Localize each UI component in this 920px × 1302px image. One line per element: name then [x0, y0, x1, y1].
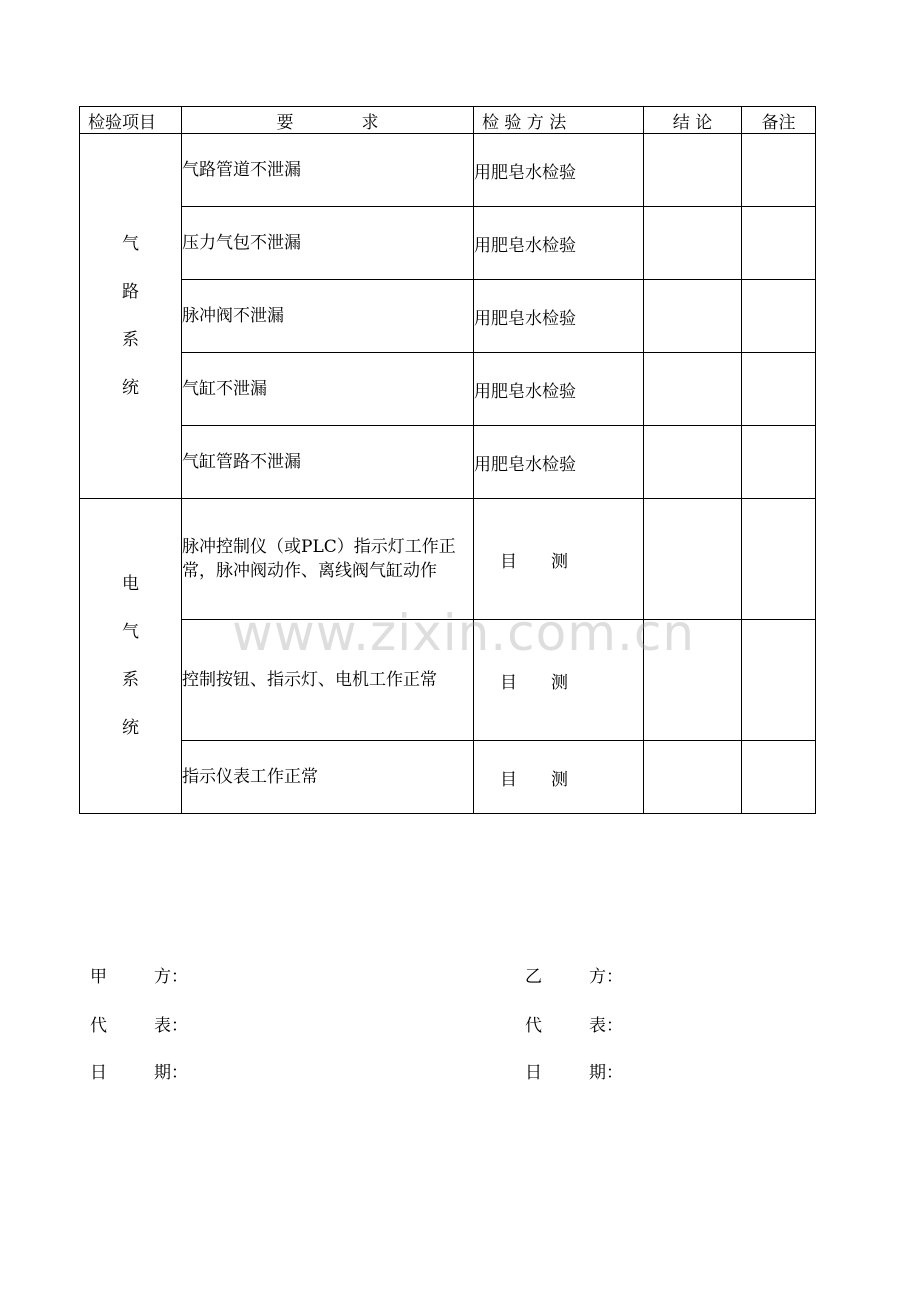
- group-label-electrical-system: [80, 499, 182, 814]
- inspection-table: [79, 106, 816, 814]
- requirement-cell: 压力气包不泄漏: [182, 207, 474, 280]
- party-a-key: 甲: [90, 967, 107, 987]
- remark-cell[interactable]: [742, 207, 816, 280]
- remark-cell[interactable]: [742, 499, 816, 620]
- conclusion-cell[interactable]: [644, 499, 742, 620]
- table-row: [80, 280, 816, 353]
- group-label-char: 统: [122, 718, 139, 738]
- party-b-label: 方：: [589, 967, 623, 987]
- header-conclusion: 结 论: [644, 107, 742, 134]
- remark-cell[interactable]: [742, 134, 816, 207]
- group-label-air-system: [80, 134, 182, 499]
- conclusion-cell[interactable]: [644, 741, 742, 814]
- group-label-char: 路: [122, 282, 139, 302]
- party-b-date-label: 期：: [589, 1063, 623, 1083]
- remark-cell[interactable]: [742, 353, 816, 426]
- party-b-date-key: 日: [525, 1063, 542, 1083]
- table-row: [80, 499, 816, 620]
- method-cell: 用肥皂水检验: [474, 426, 644, 499]
- requirement-cell: 气缸管路不泄漏: [182, 426, 474, 499]
- party-a-rep-key: 代: [90, 1016, 107, 1036]
- group-label-char: 气: [122, 234, 139, 254]
- method-cell: 用肥皂水检验: [474, 353, 644, 426]
- remark-cell[interactable]: [742, 620, 816, 741]
- table-row: [80, 741, 816, 814]
- remark-cell[interactable]: [742, 426, 816, 499]
- header-item: 检验项目: [80, 107, 182, 134]
- method-cell: 用肥皂水检验: [474, 134, 644, 207]
- requirement-cell: 指示仪表工作正常: [182, 741, 474, 814]
- header-requirement: 要 求: [182, 107, 474, 134]
- conclusion-cell[interactable]: [644, 426, 742, 499]
- party-a-date-label: 期：: [154, 1063, 188, 1083]
- remark-cell[interactable]: [742, 280, 816, 353]
- party-b-rep-key: 代: [525, 1016, 542, 1036]
- requirement-cell: 脉冲阀不泄漏: [182, 280, 474, 353]
- table-row: [80, 207, 816, 280]
- header-remark: 备注: [742, 107, 816, 134]
- group-label-char: 系: [122, 670, 139, 690]
- group-label-char: 电: [122, 574, 139, 594]
- requirement-cell: 脉冲控制仪（或PLC）指示灯工作正常，脉冲阀动作、离线阀气缸动作: [182, 499, 474, 620]
- conclusion-cell[interactable]: [644, 134, 742, 207]
- method-cell: 用肥皂水检验: [474, 280, 644, 353]
- header-method: 检 验 方 法: [474, 107, 644, 134]
- method-cell: 目 测: [474, 620, 644, 741]
- requirement-cell: 气缸不泄漏: [182, 353, 474, 426]
- method-cell: 目 测: [474, 499, 644, 620]
- party-b-key: 乙: [525, 967, 542, 987]
- method-cell: 用肥皂水检验: [474, 207, 644, 280]
- table-row: [80, 426, 816, 499]
- requirement-cell: 控制按钮、指示灯、电机工作正常: [182, 620, 474, 741]
- conclusion-cell[interactable]: [644, 207, 742, 280]
- table-row: [80, 353, 816, 426]
- group-label-char: 气: [122, 622, 139, 642]
- group-label-char: 统: [122, 378, 139, 398]
- requirement-cell: 气路管道不泄漏: [182, 134, 474, 207]
- party-a-label: 方：: [154, 967, 188, 987]
- party-a-rep-label: 表：: [154, 1016, 188, 1036]
- table-header-row: [80, 107, 816, 134]
- party-b-rep-label: 表：: [589, 1016, 623, 1036]
- group-label-char: 系: [122, 330, 139, 350]
- table-row: [80, 134, 816, 207]
- conclusion-cell[interactable]: [644, 280, 742, 353]
- method-cell: 目 测: [474, 741, 644, 814]
- watermark: www.zixin.com.cn: [232, 604, 696, 662]
- conclusion-cell[interactable]: [644, 353, 742, 426]
- remark-cell[interactable]: [742, 741, 816, 814]
- party-a-date-key: 日: [90, 1063, 107, 1083]
